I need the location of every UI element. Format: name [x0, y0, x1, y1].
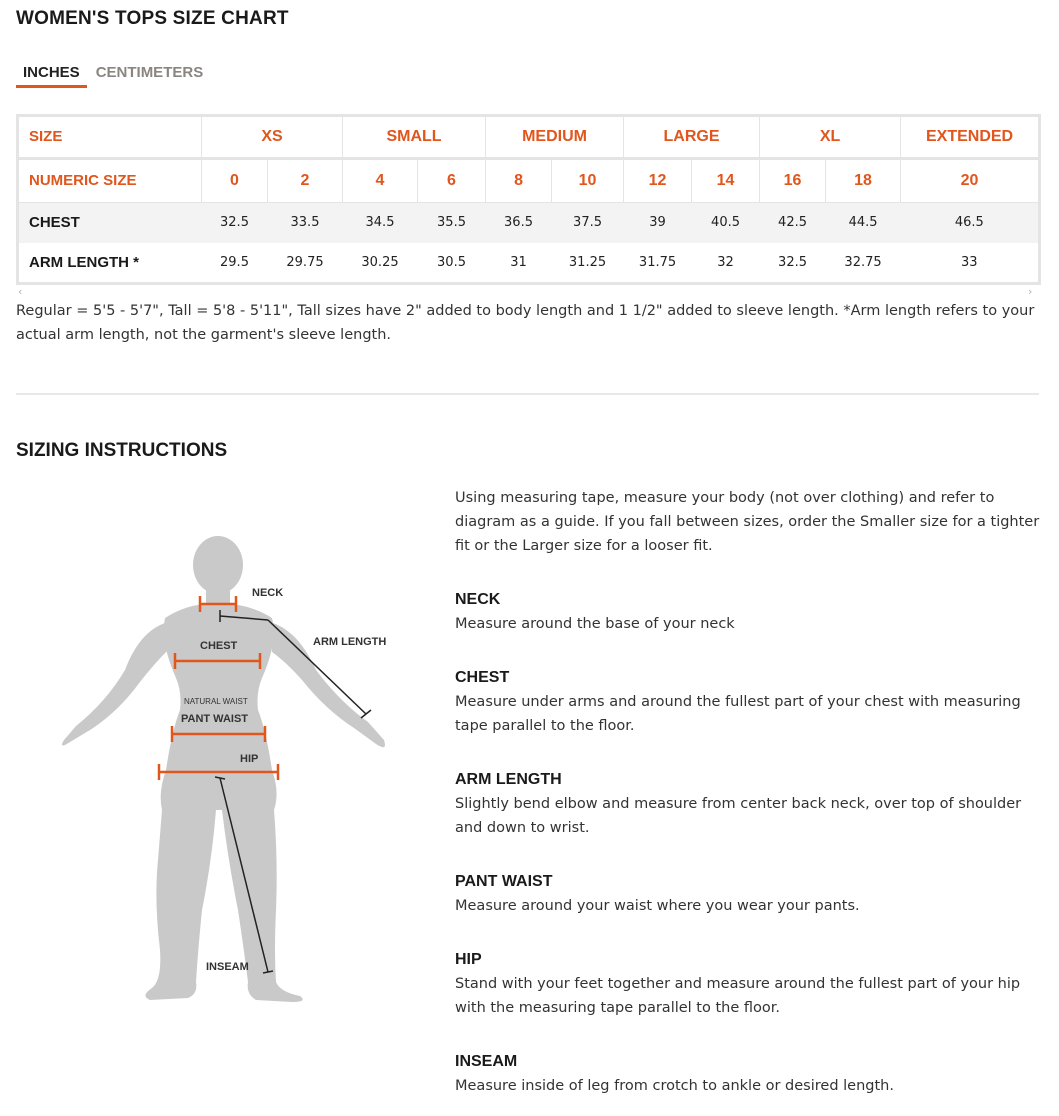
- table-cell: 39: [624, 202, 692, 243]
- instruction-pant-waist: [455, 870, 1045, 918]
- size-note: Regular = 5'5 - 5'7", Tall = 5'8 - 5'11", Tall sizes have 2" added to body length and 1 1/2" added to sleeve length. *Arm length refers to your actual arm length, not the garment's sleeve length.: [16, 303, 1035, 343]
- size-group-medium: MEDIUM: [486, 116, 624, 159]
- instruction-desc: Measure around your waist where you wear your pants.: [455, 898, 860, 914]
- table-cell: 30.25: [361, 254, 399, 270]
- instruction-title: CHEST: [455, 669, 510, 686]
- tab-inches[interactable]: INCHES: [16, 60, 87, 88]
- table-cell: 32: [717, 254, 734, 270]
- size-chart-table: [16, 114, 1041, 285]
- table-cell: 40.5: [692, 202, 760, 243]
- figure-label-hip: HIP: [240, 753, 259, 765]
- figure-label-natural-waist: NATURAL WAIST: [184, 697, 248, 706]
- unit-tabs: [16, 60, 210, 90]
- table-cell: 35.5: [418, 202, 486, 243]
- size-group-large: LARGE: [624, 116, 760, 159]
- instructions-list: [455, 486, 1045, 1098]
- table-cell: 20: [901, 158, 1040, 202]
- instruction-neck: [455, 588, 1045, 636]
- scroll-right-icon[interactable]: ›: [1028, 285, 1033, 298]
- table-cell: 33: [961, 254, 978, 270]
- instruction-desc: Stand with your feet together and measure around the fullest part of your hip with the measuring tape parallel to the floor.: [455, 976, 1021, 1016]
- table-cell: 44.5: [826, 202, 901, 243]
- instruction-chest: [455, 666, 1045, 738]
- table-cell: 31.25: [568, 254, 607, 270]
- figure-label-neck: NECK: [252, 587, 284, 599]
- figure-label-arm-length: ARM LENGTH: [313, 636, 387, 648]
- arm-length-row: [18, 243, 1040, 284]
- table-cell: 32.75: [844, 254, 882, 270]
- sizing-instructions-title: SIZING INSTRUCTIONS: [16, 440, 228, 461]
- table-cell: 2: [268, 158, 343, 202]
- table-cell: 6: [418, 158, 486, 202]
- instruction-title: PANT WAIST: [455, 873, 553, 890]
- tab-centimeters[interactable]: CENTIMETERS: [95, 64, 204, 81]
- instruction-desc: Measure inside of leg from crotch to ankle or desired length.: [455, 1078, 894, 1094]
- instruction-title: ARM LENGTH: [455, 771, 562, 788]
- table-cell: 29.5: [220, 254, 249, 270]
- size-group-extended: EXTENDED: [901, 116, 1040, 159]
- figure-label-chest: CHEST: [200, 640, 238, 652]
- table-cell: 33.5: [268, 202, 343, 243]
- page-title: WOMEN'S TOPS SIZE CHART: [16, 8, 289, 29]
- size-row: [18, 116, 1040, 159]
- table-cell: 32.5: [778, 254, 807, 270]
- row-header-size: SIZE: [18, 116, 202, 159]
- body-measurement-diagram: [30, 530, 410, 1010]
- size-group-small: SMALL: [343, 116, 486, 159]
- row-header-numeric-size: NUMERIC SIZE: [18, 158, 202, 202]
- instruction-inseam: [455, 1050, 1045, 1098]
- instruction-desc: Measure under arms and around the fullest part of your chest with measuring tape parallel to the floor.: [455, 694, 1021, 734]
- table-cell: 0: [202, 158, 268, 202]
- table-cell: 42.5: [760, 202, 826, 243]
- table-cell: 46.5: [901, 202, 1040, 243]
- table-cell: 30.5: [437, 254, 466, 270]
- instruction-title: NECK: [455, 591, 501, 608]
- section-divider: [16, 393, 1039, 395]
- table-cell: 14: [692, 158, 760, 202]
- instructions-intro: Using measuring tape, measure your body (not over clothing) and refer to diagram as a guide. If you fall between sizes, order the Smaller size for a tighter fit or the Larger size for a looser fit.: [455, 490, 1040, 554]
- figure-label-inseam: INSEAM: [206, 961, 249, 973]
- table-cell: 37.5: [552, 202, 624, 243]
- table-cell: 10: [552, 158, 624, 202]
- chest-row: [18, 202, 1040, 243]
- instruction-desc: Measure around the base of your neck: [455, 616, 735, 632]
- table-cell: 32.5: [202, 202, 268, 243]
- numeric-size-row: [18, 158, 1040, 202]
- table-cell: 4: [343, 158, 418, 202]
- table-cell: 8: [486, 158, 552, 202]
- table-cell: 16: [760, 158, 826, 202]
- table-cell: 31: [510, 254, 527, 270]
- table-cell: 36.5: [486, 202, 552, 243]
- scroll-left-icon[interactable]: ‹: [18, 285, 23, 298]
- instruction-arm-length: [455, 768, 1045, 840]
- row-header-arm-length: ARM LENGTH *: [29, 253, 139, 271]
- size-group-xl: XL: [760, 116, 901, 159]
- instruction-desc: Slightly bend elbow and measure from center back neck, over top of shoulder and down to wrist.: [455, 796, 1022, 836]
- table-cell: 18: [826, 158, 901, 202]
- row-header-chest: CHEST: [18, 202, 202, 243]
- table-cell: 34.5: [343, 202, 418, 243]
- table-cell: 12: [624, 158, 692, 202]
- table-cell: 31.75: [638, 254, 677, 270]
- figure-label-pant-waist: PANT WAIST: [181, 713, 249, 725]
- table-cell: 29.75: [286, 254, 324, 270]
- instruction-hip: [455, 948, 1045, 1020]
- instruction-title: INSEAM: [455, 1053, 518, 1070]
- instruction-title: HIP: [455, 951, 482, 968]
- size-group-xs: XS: [202, 116, 343, 159]
- body-silhouette-icon: [62, 536, 385, 1002]
